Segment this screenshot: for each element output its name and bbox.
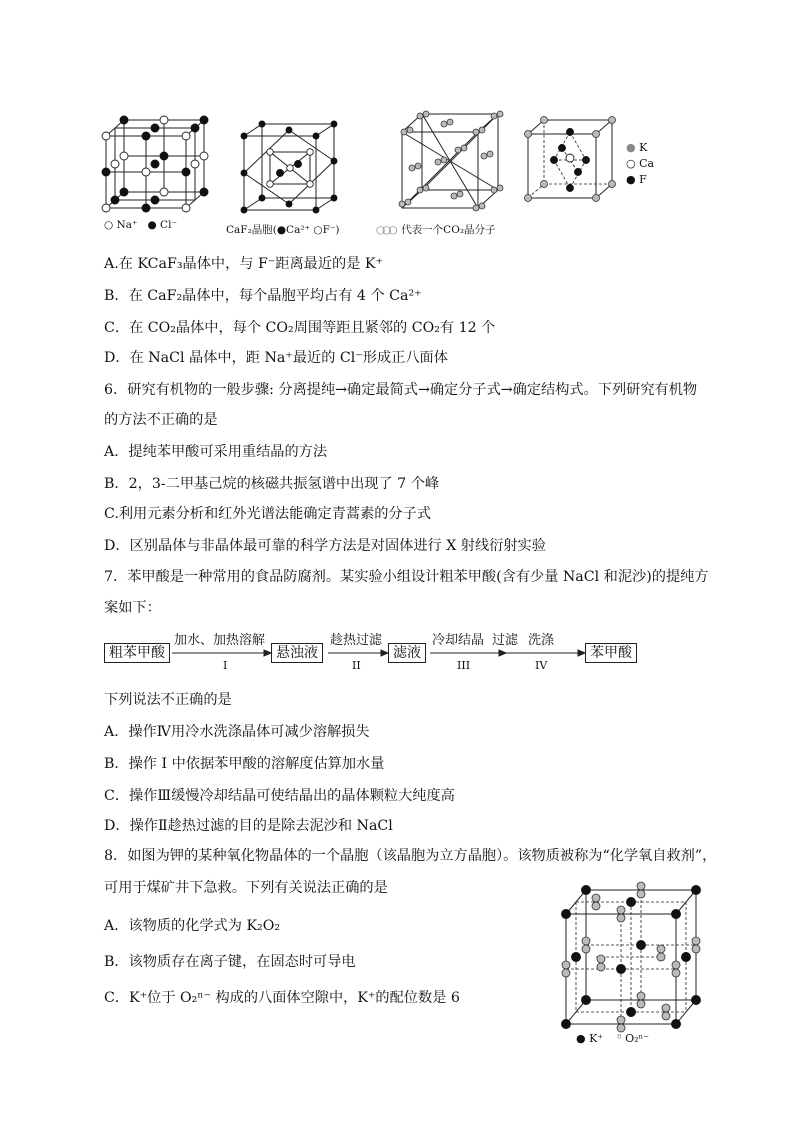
q5-option-a: A.在 KCaF₃晶体中，与 F⁻距离最近的是 K⁺ <box>104 256 384 272</box>
na-label: Na⁺ <box>116 219 138 231</box>
flow-step3-label: 冷却结晶 <box>432 633 485 648</box>
legend-k-label: K <box>639 141 648 154</box>
q7-stem-line2: 案如下： <box>104 600 161 616</box>
q8-option-c: C．K⁺位于 O₂ⁿ⁻ 构成的八面体空隙中，K⁺的配位数是 6 <box>104 990 460 1006</box>
flow-step2-label: 趁热过滤 <box>330 633 383 648</box>
q7-option-d: D．操作Ⅱ趁热过滤的目的是除去泥沙和 NaCl <box>104 818 393 834</box>
open-circle-icon: ○ <box>626 157 636 170</box>
co2-molecule-icon: ○○○ <box>376 224 395 236</box>
flow-box-filtrate: 滤液 <box>388 643 426 663</box>
q7-option-a: A．操作Ⅳ用冷水洗涤晶体可减少溶解损失 <box>104 724 370 740</box>
q8-option-b: B．该物质存在离子键，在固态时可导电 <box>104 954 356 970</box>
filled-circle-icon: ● <box>626 173 636 186</box>
flow-step1-number: I <box>223 659 228 672</box>
flow-step4-number: IV <box>535 659 548 672</box>
o2-ion-icon: ⁸ <box>617 1032 622 1045</box>
flow-box-suspension: 悬浊液 <box>271 643 323 663</box>
potassium-oxide-legend <box>576 1032 649 1045</box>
flow-box-product: 苯甲酸 <box>585 643 637 663</box>
filled-circle-icon: ● <box>147 219 157 231</box>
q8-option-a: A．该物质的化学式为 K₂O₂ <box>104 918 281 934</box>
q8-stem-line1: 8．如图为钾的某种氧化物晶体的一个晶胞（该晶胞为立方晶胞）。该物质被称为“化学氧自救剂”， <box>104 848 717 864</box>
q7-lead: 下列说法不正确的是 <box>104 692 232 708</box>
k-ion-label: K⁺ <box>589 1032 604 1045</box>
flow-box-crude: 粗苯甲酸 <box>104 643 170 663</box>
q5-option-c: C．在 CO₂晶体中，每个 CO₂周围等距且紧邻的 CO₂有 12 个 <box>104 320 496 336</box>
caf2-caption: CaF₂晶胞(●Ca²⁺ ○F⁻) <box>226 224 340 236</box>
legend-f-label: F <box>639 173 647 186</box>
open-circle-icon: ○ <box>104 219 114 231</box>
q7-option-c: C．操作Ⅲ缓慢冷却结晶可使结晶出的晶体颗粒大纯度高 <box>104 788 455 804</box>
q7-stem-line1: 7．苯甲酸是一种常用的食品防腐剂。某实验小组设计粗苯甲酸(含有少量 NaCl 和泥沙)的提纯方 <box>104 569 709 585</box>
flow-step1-label: 加水、加热溶解 <box>174 633 266 648</box>
q6-option-a: A．提纯苯甲酸可采用重结晶的方法 <box>104 444 328 460</box>
flow-step2-number: II <box>352 659 361 672</box>
flow-step3-number: III <box>457 659 471 672</box>
gray-circle-icon: ● <box>626 141 636 154</box>
o2-ion-label: O₂ⁿ⁻ <box>625 1032 650 1045</box>
co2-caption: 代表一个CO₂晶分子 <box>401 224 496 236</box>
q5-option-b: B．在 CaF₂晶体中，每个晶胞平均占有 4 个 Ca²⁺ <box>104 288 422 304</box>
potassium-oxide-crystal-figure <box>560 884 700 1030</box>
q8-stem-line2: 可用于煤矿井下急救。下列有关说法正确的是 <box>104 880 388 896</box>
flow-step4-label: 洗涤 <box>528 633 555 648</box>
q7-option-b: B．操作 I 中依据苯甲酸的溶解度估算加水量 <box>104 756 385 772</box>
k-ion-icon: ● <box>576 1032 586 1045</box>
q5-option-d: D．在 NaCl 晶体中，距 Na⁺最近的 Cl⁻形成正八面体 <box>104 350 448 366</box>
q6-option-d: D．区别晶体与非晶体最可靠的科学方法是对固体进行 X 射线衍射实验 <box>104 538 546 554</box>
q6-option-b: B．2，3-二甲基己烷的核磁共振氢谱中出现了 7 个峰 <box>104 476 440 492</box>
cl-label: Cl⁻ <box>160 219 177 231</box>
q6-option-c: C.利用元素分析和红外光谱法能确定青蒿素的分子式 <box>104 506 431 522</box>
q6-stem-line2: 的方法不正确的是 <box>104 412 218 428</box>
flow-step3b-label: 过滤 <box>492 633 519 648</box>
q6-stem-line1: 6．研究有机物的一般步骤: 分离提纯→确定最简式→确定分子式→确定结构式。下列研究有机物 <box>104 382 698 398</box>
legend-ca-label: Ca <box>639 157 655 170</box>
